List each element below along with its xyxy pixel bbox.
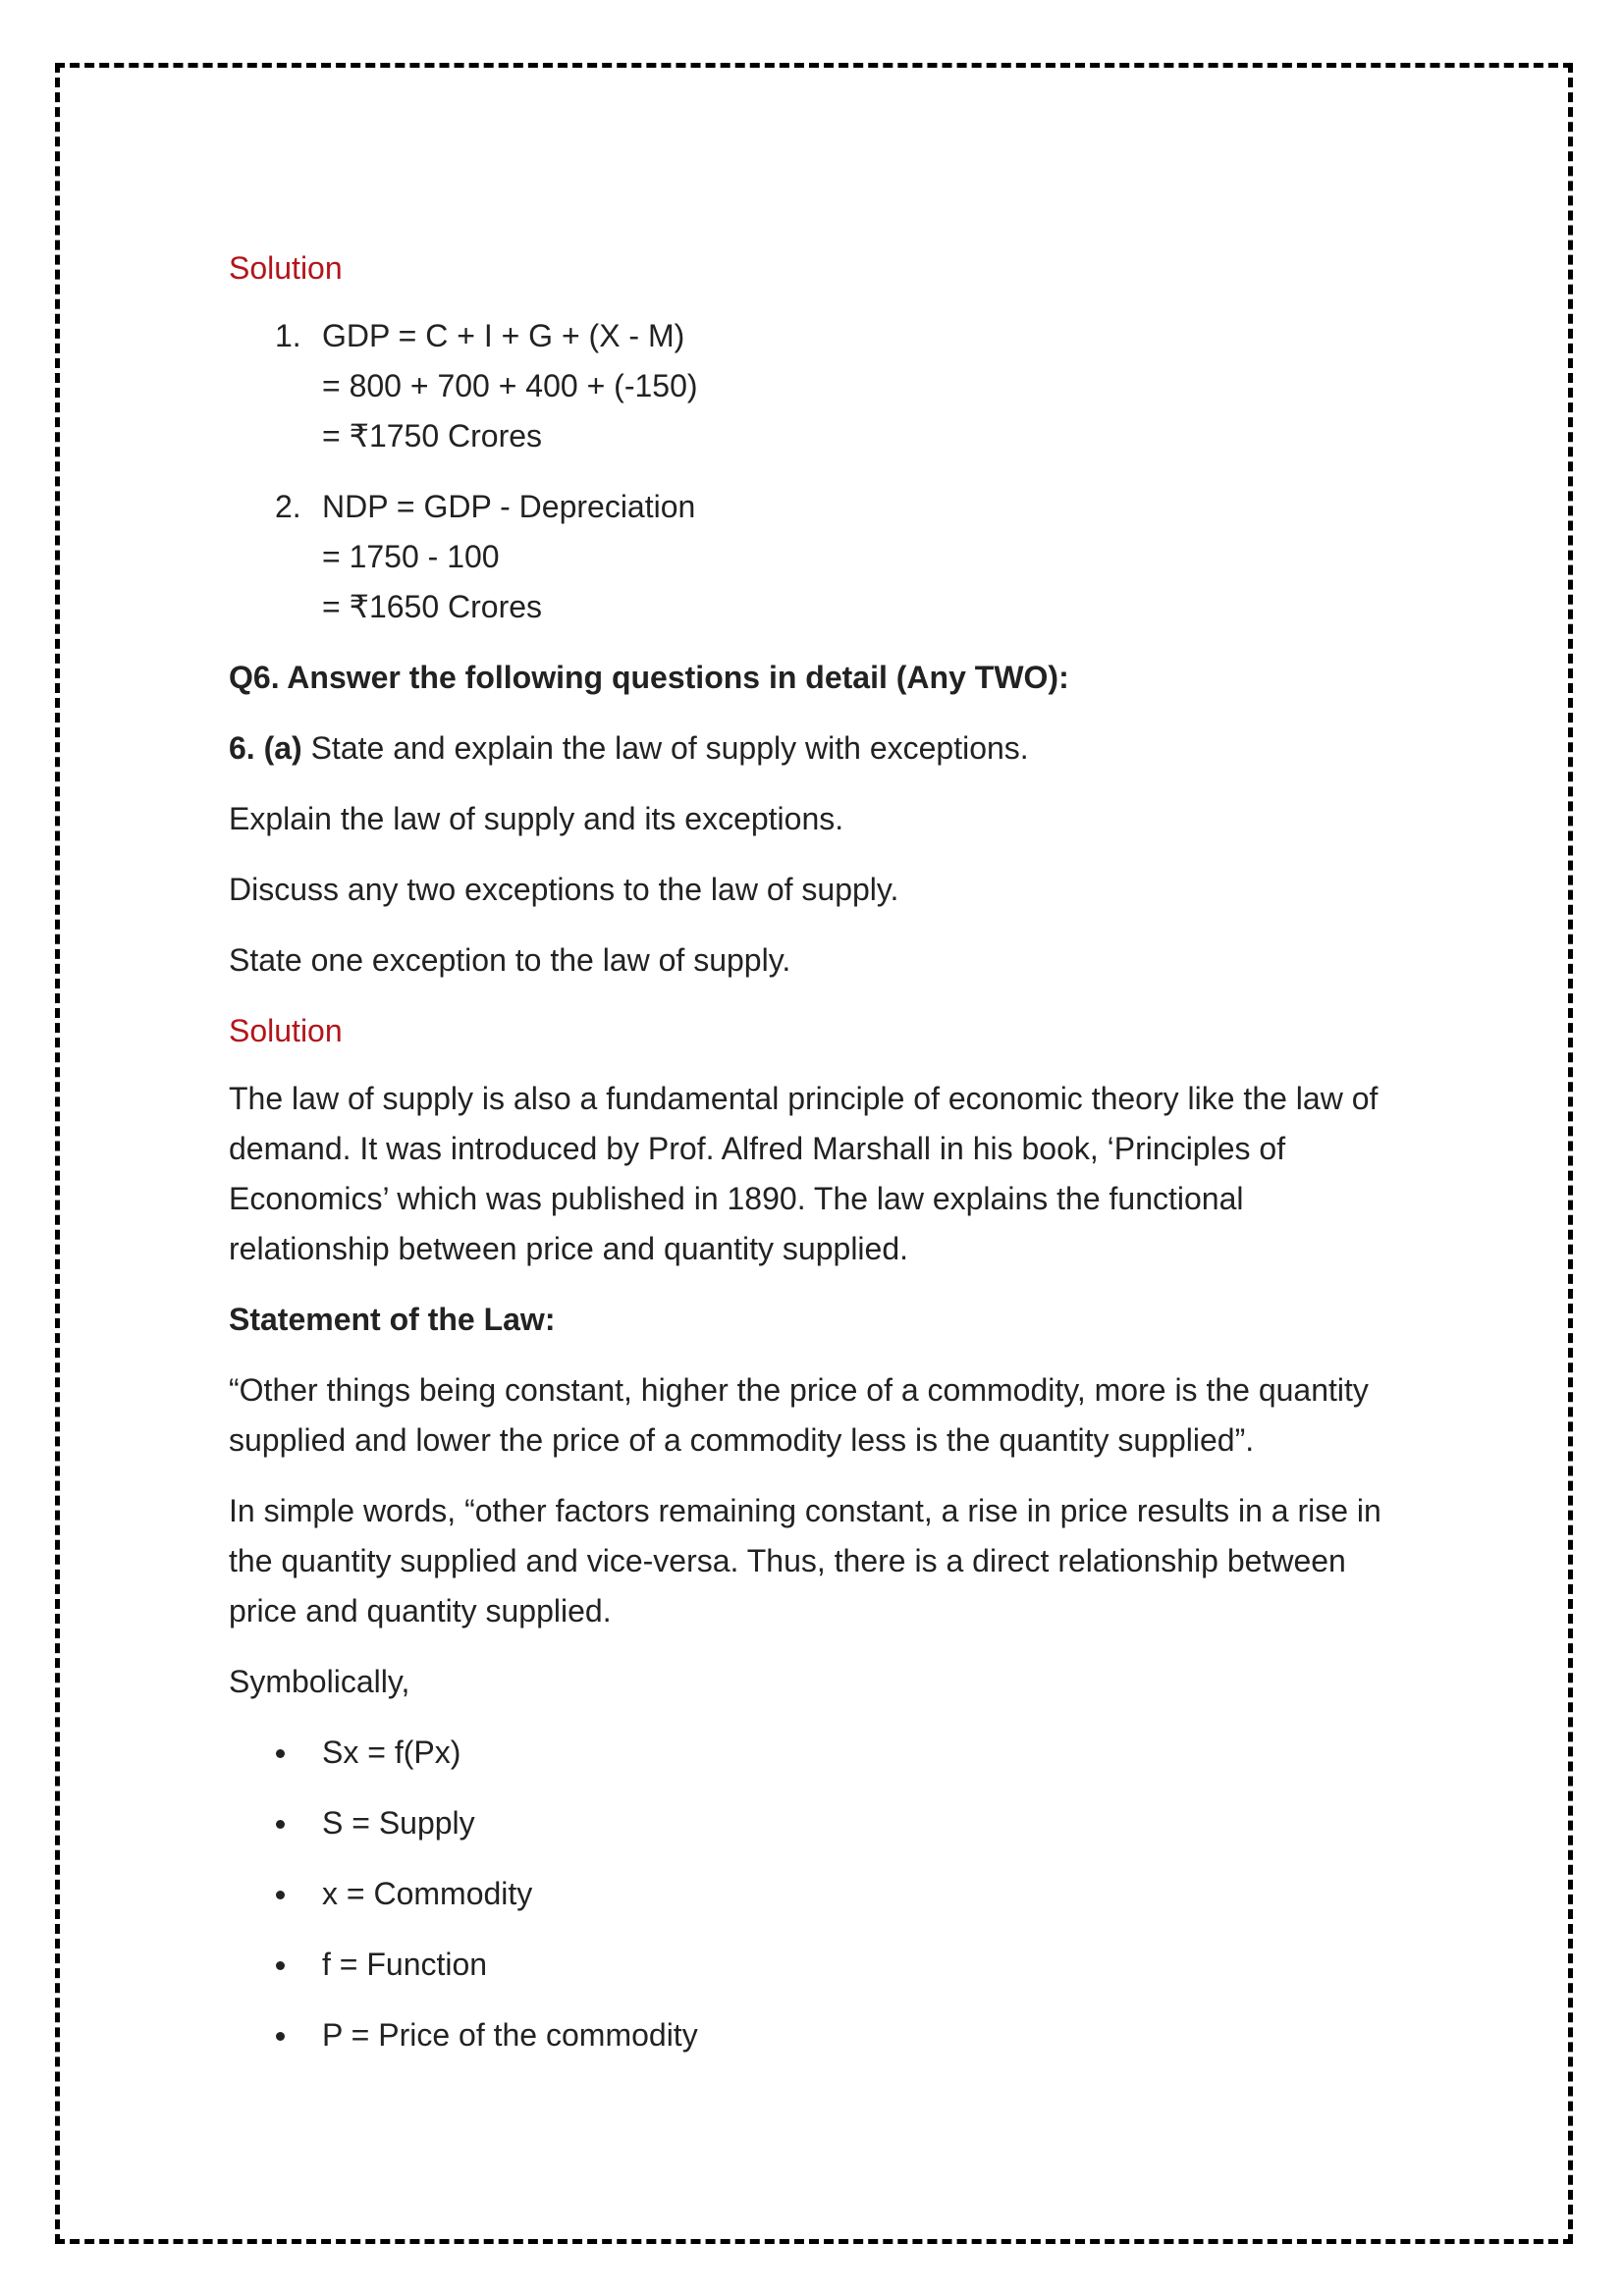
calculation-list bbox=[229, 311, 1407, 632]
symbolically-label: Symbolically, bbox=[229, 1664, 410, 1699]
calculation-line: = ₹1650 Crores bbox=[322, 589, 543, 624]
calculation-line: GDP = C + I + G + (X - M) bbox=[322, 318, 685, 353]
list-item bbox=[229, 2010, 1407, 2060]
intro-paragraph: The law of supply is also a fundamental principle of economic theory like the law of demand. It was introduced by Prof. Alfred Marshall in his book, ‘Principles of Economics’ which was published in 1890. The law explains the functional relationship between price and quantity supplied. bbox=[229, 1081, 1379, 1266]
alt-question: Discuss any two exceptions to the law of supply. bbox=[229, 872, 899, 907]
list-item-text: S = Supply bbox=[322, 1805, 475, 1841]
simple-words-paragraph: In simple words, “other factors remaining constant, a rise in price results in a rise in the quantity supplied and vice-versa. Thus, there is a direct relationship between price and quantity supplied. bbox=[229, 1493, 1381, 1629]
statement-heading: Statement of the Law: bbox=[229, 1302, 556, 1337]
list-item bbox=[229, 311, 1407, 461]
list-item bbox=[229, 1728, 1407, 1778]
list-number: 1. bbox=[275, 318, 301, 353]
alt-question: Explain the law of supply and its exceptions. bbox=[229, 801, 844, 836]
question-heading: Q6. Answer the following questions in detail (Any TWO): bbox=[229, 660, 1069, 695]
question-label: 6. (a) bbox=[229, 730, 302, 766]
bullet-icon bbox=[276, 1820, 285, 1829]
calculation-line: NDP = GDP - Depreciation bbox=[322, 489, 696, 524]
symbol-list bbox=[229, 1728, 1407, 2060]
list-item bbox=[229, 1869, 1407, 1919]
solution-heading: Solution bbox=[229, 1013, 343, 1048]
alt-question: State one exception to the law of supply. bbox=[229, 942, 791, 978]
bullet-icon bbox=[276, 2032, 285, 2041]
list-item bbox=[229, 1798, 1407, 1848]
document-content bbox=[229, 243, 1407, 2081]
calculation-line: = ₹1750 Crores bbox=[322, 418, 543, 454]
question-part bbox=[229, 723, 1407, 774]
list-item-text: f = Function bbox=[322, 1947, 488, 1982]
list-item-text: x = Commodity bbox=[322, 1876, 533, 1911]
bullet-icon bbox=[276, 1891, 285, 1899]
list-number: 2. bbox=[275, 489, 301, 524]
list-item bbox=[229, 482, 1407, 632]
solution-heading: Solution bbox=[229, 250, 343, 286]
bullet-icon bbox=[276, 1961, 285, 1970]
list-item-text: P = Price of the commodity bbox=[322, 2017, 698, 2053]
calculation-line: = 800 + 700 + 400 + (-150) bbox=[322, 368, 698, 403]
bullet-icon bbox=[276, 1749, 285, 1758]
calculation-line: = 1750 - 100 bbox=[322, 539, 500, 574]
list-item bbox=[229, 1940, 1407, 1990]
statement-paragraph: “Other things being constant, higher the price of a commodity, more is the quantity supplied and lower the price of a commodity less is the quantity supplied”. bbox=[229, 1372, 1369, 1458]
question-text: State and explain the law of supply with exceptions. bbox=[301, 730, 1029, 766]
list-item-text: Sx = f(Px) bbox=[322, 1735, 461, 1770]
